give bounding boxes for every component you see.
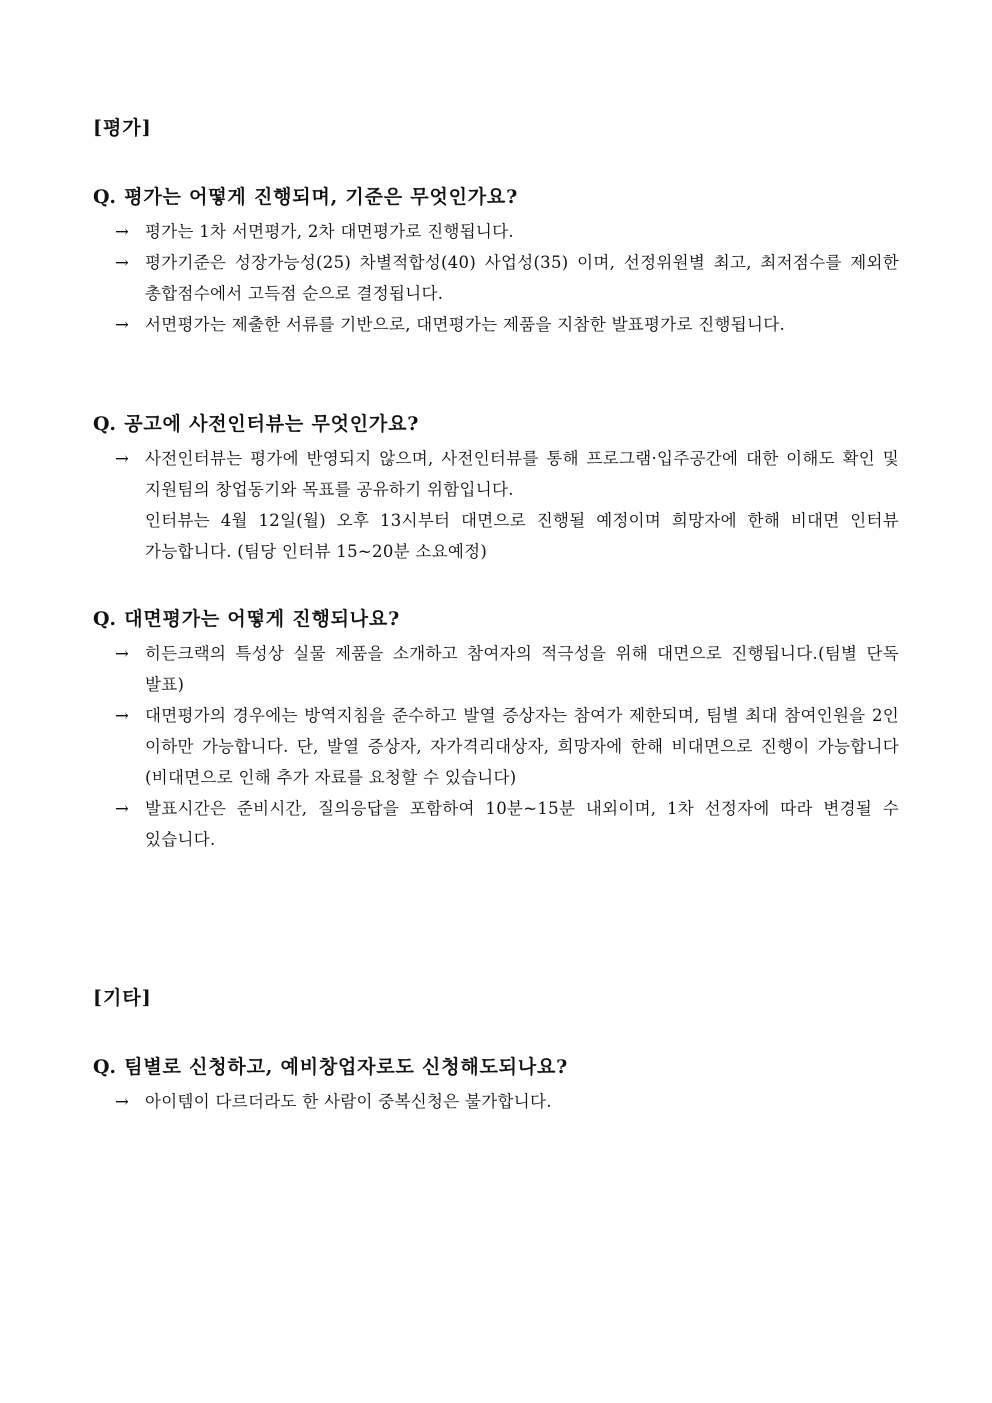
arrow-icon: → (115, 253, 130, 272)
arrow-icon: → (115, 315, 130, 334)
section-header-evaluation: [평가] (93, 117, 152, 139)
answer-item (93, 700, 899, 793)
arrow-icon: → (115, 449, 130, 468)
answer-continuation (93, 505, 899, 567)
qa-pre-interview (93, 412, 899, 567)
section-header-other: [기타] (93, 987, 152, 1009)
arrow-icon: → (115, 644, 130, 663)
qa-in-person-evaluation (93, 607, 899, 855)
answer-text: 인터뷰는 4월 12일(월) 오후 13시부터 대면으로 진행될 예정이며 희망자에 한해 비대면 인터뷰 가능합니다. (팀당 인터뷰 15~20분 소요예정) (145, 511, 899, 561)
answer-item (93, 1086, 899, 1117)
answer-item (93, 793, 899, 855)
arrow-icon: → (115, 706, 130, 725)
question-heading: Q. 대면평가는 어떻게 진행되나요? (93, 608, 400, 630)
answer-text: 서면평가는 제출한 서류를 기반으로, 대면평가는 제품을 지참한 발표평가로 진행됩니다. (145, 315, 786, 334)
answer-item (93, 443, 899, 505)
arrow-icon: → (115, 222, 130, 241)
answer-text: 대면평가의 경우에는 방역지침을 준수하고 발열 증상자는 참여가 제한되며, 팀별 최대 참여인원을 2인 이하만 가능합니다. 단, 발열 증상자, 자가격리대상자, 희망자에 한해 비대면으로 진행이 가능합니다(비대면으로 인해 추가 자료를 요청할 수 있습니다) (145, 706, 899, 787)
qa-evaluation-process (93, 185, 899, 340)
answer-text: 히든크랙의 특성상 실물 제품을 소개하고 참여자의 적극성을 위해 대면으로 진행됩니다.(팀별 단독 발표) (145, 644, 899, 694)
question-heading: Q. 평가는 어떻게 진행되며, 기준은 무엇인가요? (93, 186, 519, 208)
answer-text: 사전인터뷰는 평가에 반영되지 않으며, 사전인터뷰를 통해 프로그램·입주공간에 대한 이해도 확인 및 지원팀의 창업동기와 목표를 공유하기 위함입니다. (145, 449, 899, 499)
qa-team-application (93, 1055, 899, 1117)
arrow-icon: → (115, 1092, 130, 1111)
answer-item (93, 216, 899, 247)
answer-item (93, 309, 899, 340)
answer-item (93, 638, 899, 700)
arrow-icon: → (115, 799, 130, 818)
answer-item (93, 247, 899, 309)
question-heading: Q. 공고에 사전인터뷰는 무엇인가요? (93, 413, 420, 435)
answer-text: 아이템이 다르더라도 한 사람이 중복신청은 불가합니다. (145, 1092, 552, 1111)
question-heading: Q. 팀별로 신청하고, 예비창업자로도 신청해도되나요? (93, 1056, 569, 1078)
answer-text: 발표시간은 준비시간, 질의응답을 포함하여 10분~15분 내외이며, 1차 선정자에 따라 변경될 수 있습니다. (145, 799, 899, 849)
answer-text: 평가는 1차 서면평가, 2차 대면평가로 진행됩니다. (145, 222, 514, 241)
answer-text: 평가기준은 성장가능성(25) 차별적합성(40) 사업성(35) 이며, 선정위원별 최고, 최저점수를 제외한 총합점수에서 고득점 순으로 결정됩니다. (145, 253, 899, 303)
